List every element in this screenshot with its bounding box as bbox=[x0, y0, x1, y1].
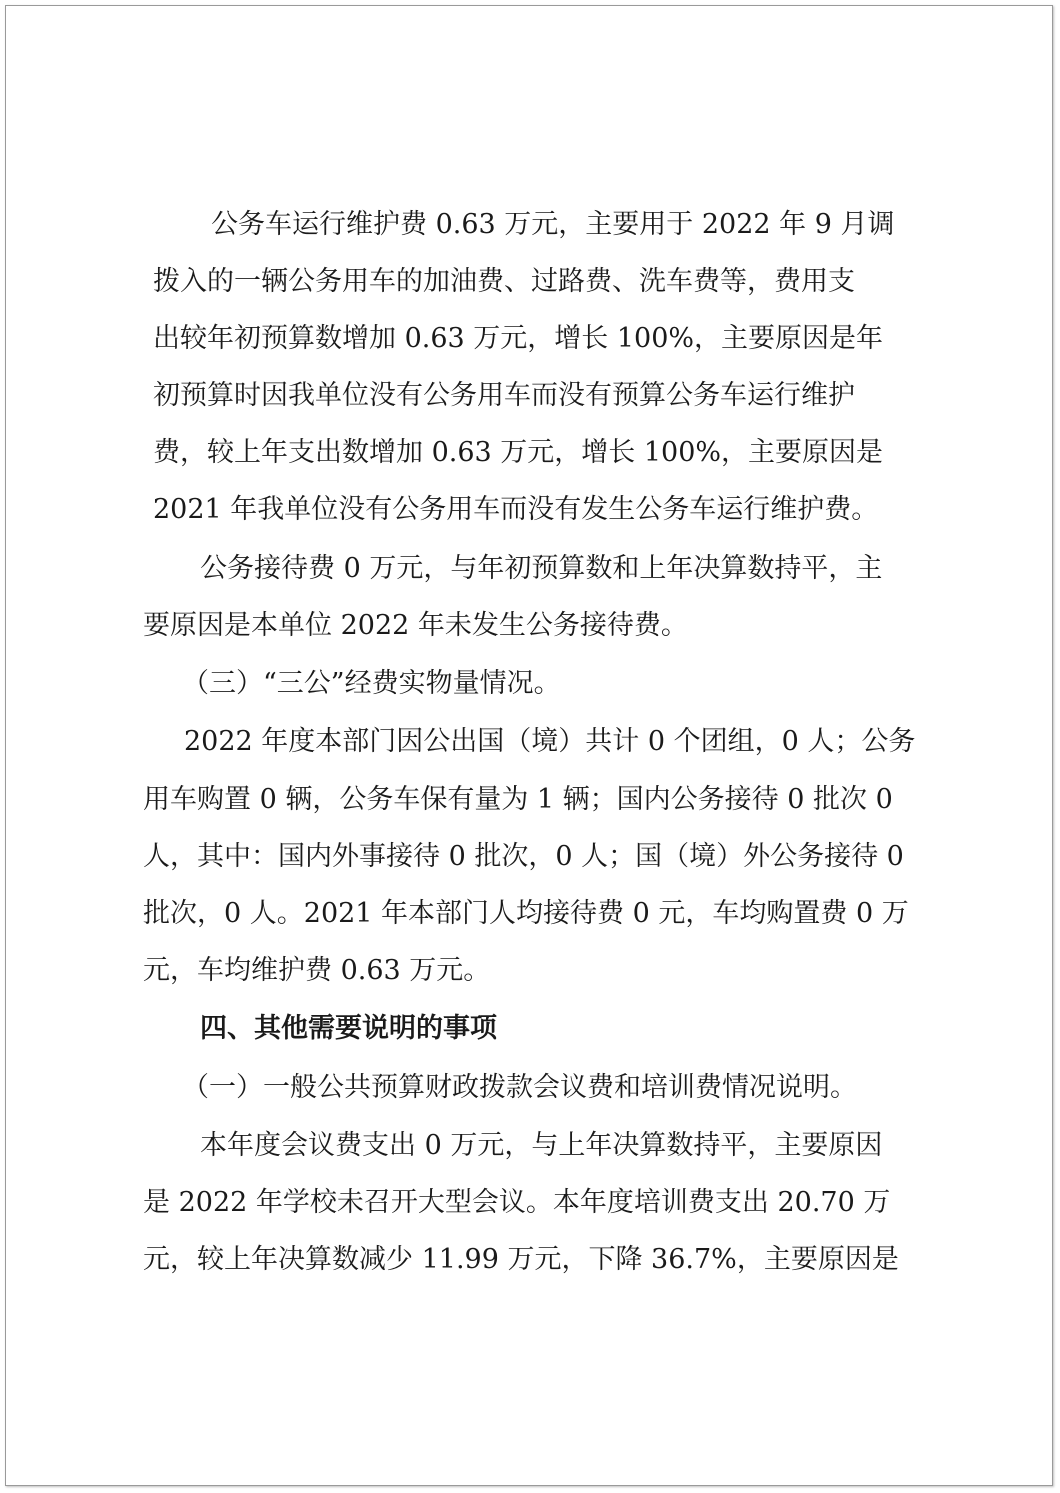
document-page bbox=[5, 5, 1053, 1486]
section-heading: （一）一般公共预算财政拨款会议费和培训费情况说明。 bbox=[182, 1072, 857, 1103]
section-heading: 四、其他需要说明的事项 bbox=[200, 1013, 497, 1044]
section-heading: （三）“三公”经费实物量情况。 bbox=[182, 668, 561, 699]
text-line: 人，其中：国内外事接待 0 批次，0 人；国（境）外公务接待 0 bbox=[143, 841, 904, 872]
text-line: 批次，0 人。2021 年本部门人均接待费 0 元，车均购置费 0 万 bbox=[143, 898, 909, 929]
text-line: 2021 年我单位没有公务用车而没有发生公务车运行维护费。 bbox=[153, 494, 879, 525]
text-line: 出较年初预算数增加 0.63 万元，增长 100%，主要原因是年 bbox=[153, 323, 884, 354]
text-line: 元，较上年决算数减少 11.99 万元，下降 36.7%，主要原因是 bbox=[143, 1244, 899, 1275]
text-line: 费，较上年支出数增加 0.63 万元，增长 100%，主要原因是 bbox=[153, 437, 884, 468]
text-line: 本年度会议费支出 0 万元，与上年决算数持平，主要原因 bbox=[200, 1130, 883, 1161]
text-line: 用车购置 0 辆，公务车保有量为 1 辆；国内公务接待 0 批次 0 bbox=[143, 784, 893, 815]
text-line: 公务接待费 0 万元，与年初预算数和上年决算数持平，主 bbox=[200, 553, 883, 584]
text-line: 是 2022 年学校未召开大型会议。本年度培训费支出 20.70 万 bbox=[143, 1187, 891, 1218]
text-line: 拨入的一辆公务用车的加油费、过路费、洗车费等，费用支 bbox=[153, 266, 855, 297]
text-line: 2022 年度本部门因公出国（境）共计 0 个团组，0 人；公务 bbox=[184, 726, 916, 757]
text-line: 要原因是本单位 2022 年未发生公务接待费。 bbox=[143, 610, 688, 641]
text-line: 公务车运行维护费 0.63 万元，主要用于 2022 年 9 月调 bbox=[211, 209, 895, 240]
text-line: 初预算时因我单位没有公务用车而没有预算公务车运行维护 bbox=[153, 380, 855, 411]
text-line: 元，车均维护费 0.63 万元。 bbox=[143, 955, 491, 986]
